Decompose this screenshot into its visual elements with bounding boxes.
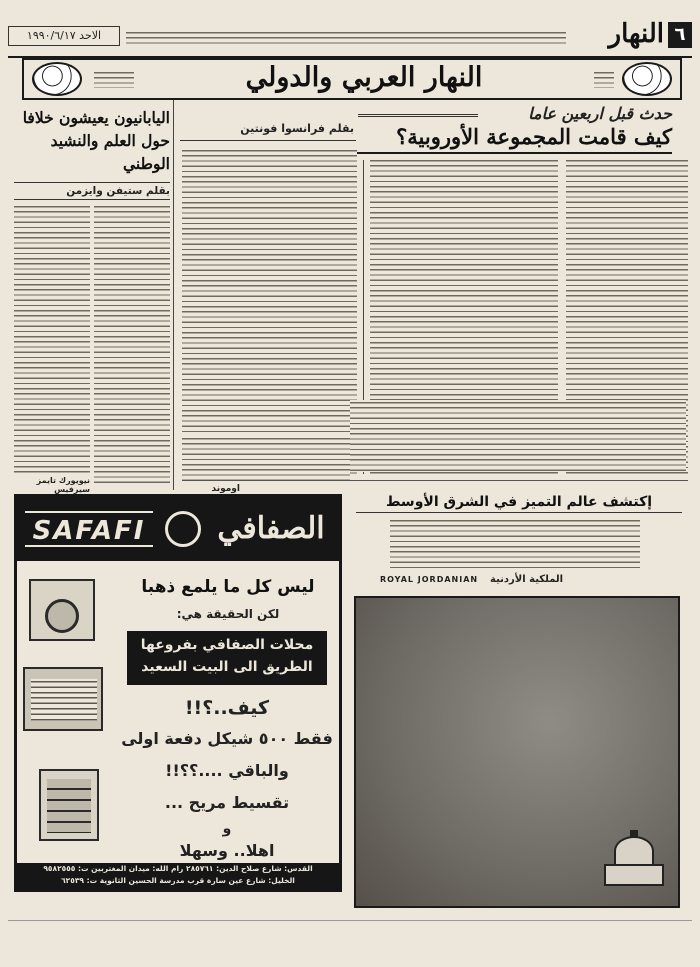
- safafi-how: كيف..؟!!: [184, 697, 270, 719]
- section-banner: [22, 58, 682, 100]
- safafi-welcome: اهلا.. وسهلا: [179, 841, 275, 860]
- crown-cross: [630, 830, 638, 838]
- crown-icon: [600, 830, 668, 890]
- side-byline: بقلم ستيفن وايزمن: [14, 182, 170, 200]
- safafi-address-2: الخليل: شارع عين سارة قرب مدرسة الحسين الثانوية ت: ٦٢٥٣٩: [61, 876, 295, 885]
- page-number-box: ٦: [668, 22, 692, 48]
- refrigerator-image: [39, 769, 99, 841]
- lead-body-col: [350, 400, 686, 472]
- lead-body-col: [182, 148, 357, 476]
- royal-ad-headline: إكتشف عالم التميز في الشرق الأوسط: [356, 494, 682, 513]
- side-article-box: [10, 100, 174, 494]
- royal-ad-brand-row: [370, 574, 670, 590]
- safafi-and: و: [222, 821, 232, 837]
- lead-byline: بقلم فرانسوا فونتين: [240, 122, 354, 135]
- royal-ad-photo: [354, 596, 680, 908]
- paper-name: النهار: [608, 19, 664, 49]
- lead-signoff: اوموند: [211, 484, 240, 494]
- safafi-logo-arabic: الصفافي: [217, 511, 325, 546]
- safafi-tagline: ليس كل ما يلمع ذهبا: [141, 577, 315, 597]
- safafi-logo-bar: [17, 497, 339, 561]
- safafi-address-1: القدس: شارع صلاح الدين: ٢٨٥٧٦١ رام الله: ميدان المغتربين ت: ٩٥٨٢٥٥٥: [43, 864, 313, 873]
- royal-ad-copy: [390, 518, 640, 570]
- washer-door-icon: [45, 599, 79, 633]
- safafi-box-line1: محلات الصفافي بفروعها: [140, 637, 314, 653]
- side-body-col: [94, 204, 170, 484]
- globe-icon: [32, 62, 82, 96]
- safafi-offer-3: تقسيط مريح ...: [164, 793, 290, 812]
- banner-title: النهار العربي والدولي: [134, 62, 594, 93]
- lead-kicker-rule: [358, 114, 478, 117]
- royal-jordanian-ad: [350, 490, 686, 914]
- safafi-ad: [14, 494, 342, 892]
- royal-brand-latin: ROYAL JORDANIAN: [380, 575, 479, 584]
- lead-kicker: حدث قبل اربعين عاما: [528, 104, 672, 123]
- masthead: [8, 18, 692, 58]
- safafi-offer-1: فقط ٥٠٠ شيكل دفعة اولى: [121, 729, 333, 748]
- safafi-logo-latin: SAFAFI: [25, 511, 153, 547]
- dishwasher-rack: [31, 679, 97, 721]
- globe-icon: [622, 62, 672, 96]
- safafi-slogan-box: [127, 631, 327, 685]
- lower-divider: [182, 480, 688, 481]
- safafi-offer-2: والباقي ....؟؟!!: [165, 761, 289, 780]
- lead-byline-rule: [180, 140, 356, 141]
- lead-body-col-continued: [182, 436, 350, 482]
- side-headline: اليابانيون يعيشون خلافا حول العلم والنشيد الوطني: [22, 108, 170, 173]
- fridge-shelves: [47, 779, 91, 833]
- date-box: الاحد ١٩٩٠/٦/١٧: [8, 26, 120, 46]
- safafi-emblem-icon: [165, 511, 201, 547]
- page-bottom-rule: [8, 920, 692, 921]
- crown-top: [614, 836, 654, 866]
- safafi-truth: لكن الحقيقة هي:: [176, 607, 280, 621]
- crown-base: [604, 864, 664, 886]
- side-body-col: [14, 204, 90, 476]
- safafi-box-line2: الطريق الى البيت السعيد: [141, 659, 313, 675]
- royal-brand-arabic: الملكية الأردنية: [490, 574, 564, 585]
- washing-machine-image: [29, 579, 95, 641]
- dishwasher-image: [23, 667, 103, 731]
- side-source: نيويورك تايمز سيرفيس: [14, 476, 90, 494]
- masthead-rule: [126, 30, 566, 44]
- lead-headline: كيف قامت المجموعة الأوروبية؟: [342, 124, 672, 154]
- safafi-address-bar: [17, 863, 339, 889]
